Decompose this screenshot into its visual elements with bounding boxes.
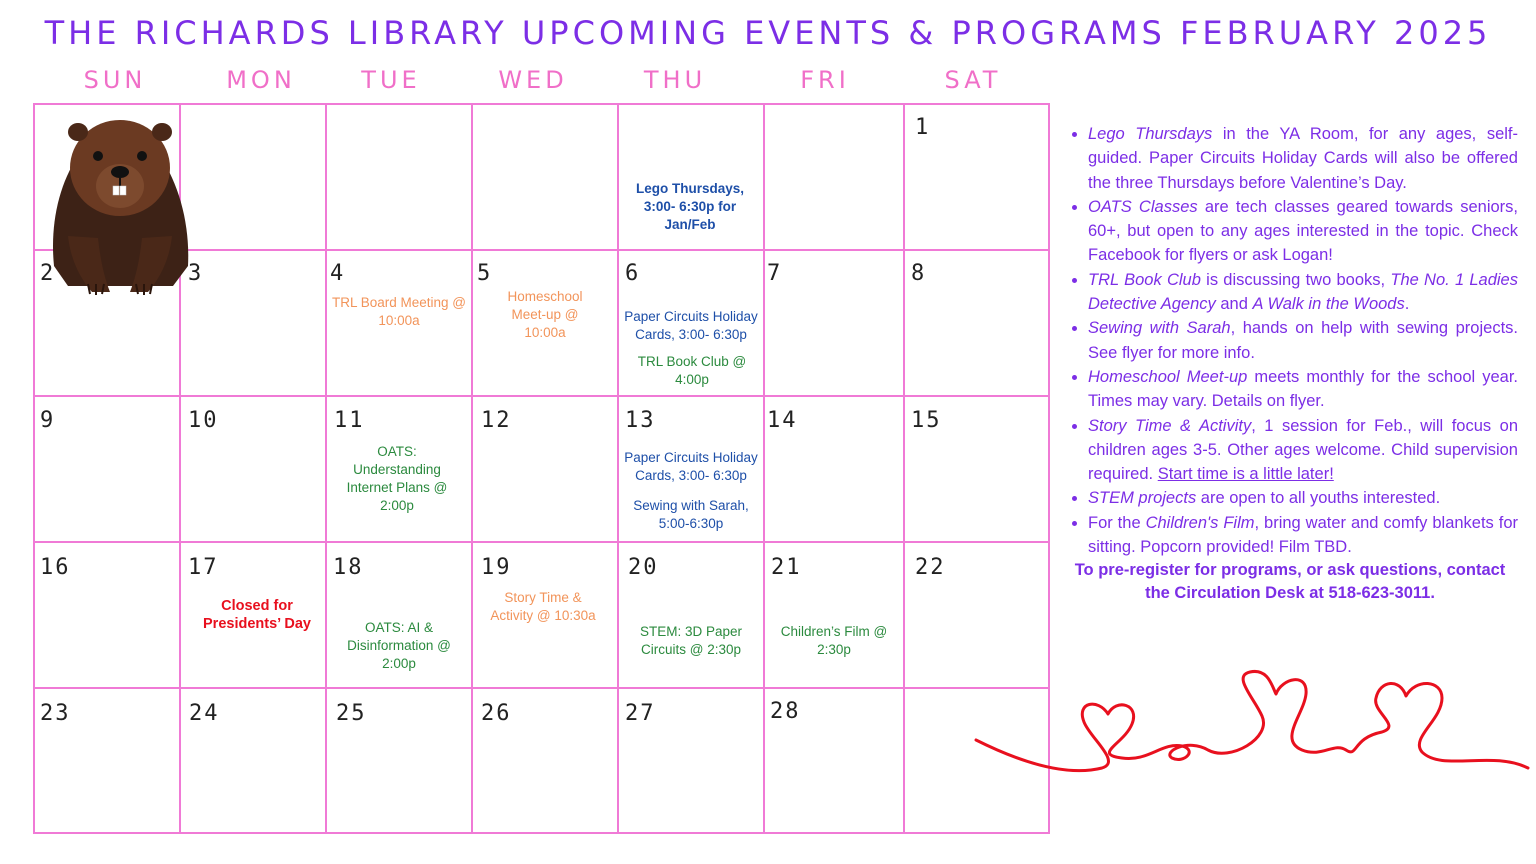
date-number: 9 <box>40 408 56 433</box>
note-item: • TRL Book Club is discussing two books, The No. 1 Ladies Detective Agency and A Walk in the Woods. <box>1088 268 1518 317</box>
date-number: 28 <box>770 699 801 724</box>
dow-sat: SAT <box>944 66 1002 94</box>
event-stem: STEM: 3D Paper Circuits @ 2:30p <box>639 624 743 657</box>
date-number: 24 <box>189 701 220 726</box>
grid-line <box>35 395 1048 397</box>
event-sewing: Sewing with Sarah, 5:00-6:30p <box>633 498 749 531</box>
dow-mon: MON <box>226 66 296 94</box>
date-number: 27 <box>625 701 656 726</box>
date-number: 25 <box>336 701 367 726</box>
dow-wed: WED <box>498 66 568 94</box>
date-number: 10 <box>188 408 219 433</box>
grid-line <box>35 687 1048 689</box>
grid-line <box>35 541 1048 543</box>
grid-line <box>903 105 905 832</box>
groundhog-illustration <box>48 116 193 298</box>
event-oats: OATS: AI & Disinformation @ 2:00p <box>347 620 451 671</box>
date-number: 17 <box>188 555 219 580</box>
event-board-meeting: TRL Board Meeting @ 10:00a <box>332 295 467 328</box>
date-number: 21 <box>771 555 802 580</box>
date-number: 19 <box>481 555 512 580</box>
event-childrens-film: Children’s Film @ 2:30p <box>780 624 888 657</box>
date-number: 8 <box>911 261 927 286</box>
event-oats: OATS: Understanding Internet Plans @ 2:00p <box>346 444 448 513</box>
program-notes <box>1062 122 1518 605</box>
event-book-club: TRL Book Club @ 4:00p <box>637 354 747 387</box>
dow-thu: THU <box>643 66 707 94</box>
date-number: 2 <box>40 261 56 286</box>
contact-info: To pre-register for programs, or ask questions, contact the Circulation Desk at 518-623-3011. <box>1074 561 1506 603</box>
date-number: 14 <box>767 408 798 433</box>
event-lego: Lego Thursdays, 3:00- 6:30p for Jan/Feb <box>635 181 745 232</box>
date-number: 13 <box>625 408 656 433</box>
note-item: • Lego Thursdays in the YA Room, for any ages, self-guided. Paper Circuits Holiday Cards will also be offered the three Thursdays before Valentine’s Day. <box>1088 122 1518 195</box>
dow-sun: SUN <box>83 66 147 94</box>
date-number: 16 <box>40 555 71 580</box>
date-number: 22 <box>915 555 946 580</box>
date-number: 20 <box>628 555 659 580</box>
date-number: 26 <box>481 701 512 726</box>
note-item: • Homeschool Meet-up meets monthly for the school year. Times may vary. Details on flyer. <box>1088 365 1518 414</box>
date-number: 7 <box>767 261 783 286</box>
date-number: 3 <box>188 261 204 286</box>
closed-notice: Closed for Presidents’ Day <box>203 598 311 632</box>
note-item: • Sewing with Sarah, hands on help with sewing projects. See flyer for more info. <box>1088 316 1518 365</box>
grid-line <box>471 105 473 832</box>
date-number: 5 <box>477 261 493 286</box>
note-item: • Story Time & Activity, 1 session for Feb., will focus on children ages 3-5. Other ages welcome. Child supervision required. Start time is a little later! <box>1088 414 1518 487</box>
note-item: • For the Children's Film, bring water and comfy blankets for sitting. Popcorn provided! Film TBD. <box>1088 511 1518 560</box>
page-title: THE RICHARDS LIBRARY UPCOMING EVENTS & PROGRAMS FEBRUARY 2025 <box>44 14 1492 52</box>
hearts-ribbon-decoration <box>972 668 1532 783</box>
date-number: 23 <box>40 701 71 726</box>
date-number: 4 <box>330 261 346 286</box>
event-paper-circuits: Paper Circuits Holiday Cards, 3:00- 6:30p <box>624 309 758 342</box>
event-homeschool: Homeschool Meet-up @ 10:00a <box>507 289 583 340</box>
date-number: 12 <box>481 408 512 433</box>
dow-tue: TUE <box>361 66 421 94</box>
grid-line <box>325 105 327 832</box>
note-item: • OATS Classes are tech classes geared towards seniors, 60+, but open to any ages interested in the topic. Check Facebook for flyers or ask Logan! <box>1088 195 1518 268</box>
dow-fri: FRI <box>800 66 850 94</box>
date-number: 11 <box>334 408 365 433</box>
note-item: • STEM projects are open to all youths interested. <box>1088 486 1518 510</box>
event-story-time: Story Time & Activity @ 10:30a <box>490 590 596 623</box>
date-number: 15 <box>911 408 942 433</box>
date-number: 6 <box>625 261 641 286</box>
date-number: 18 <box>333 555 364 580</box>
event-paper-circuits: Paper Circuits Holiday Cards, 3:00- 6:30p <box>624 450 758 483</box>
date-number: 1 <box>915 115 931 140</box>
